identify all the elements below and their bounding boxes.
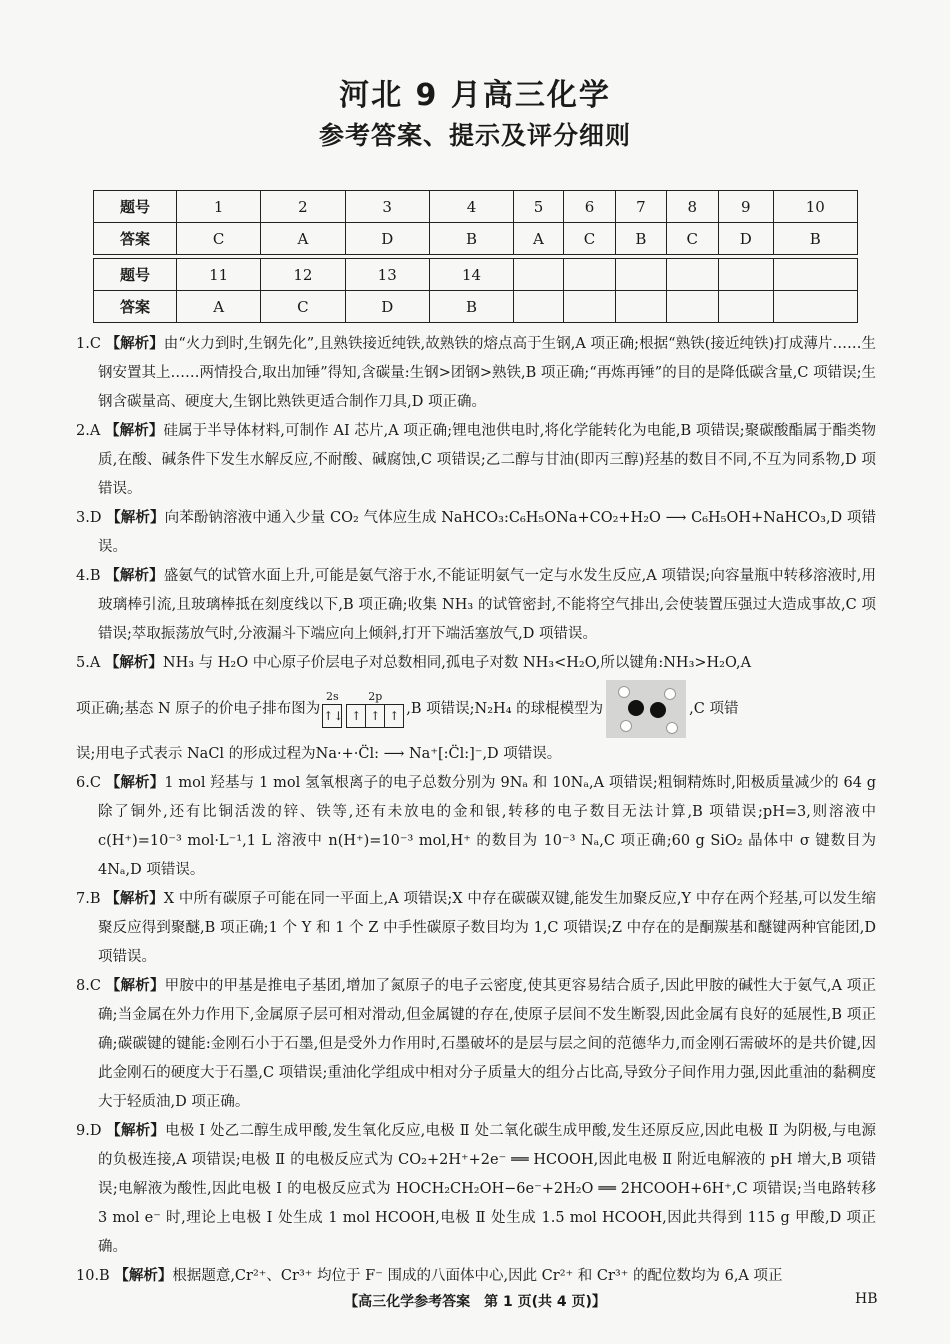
analysis-tag: 【解析】 <box>104 655 163 671</box>
orbital-box: ↑ <box>347 705 366 727</box>
answer-cell <box>773 291 857 323</box>
row-label-number: 题号 <box>94 191 177 223</box>
answer-cell: C <box>563 223 615 255</box>
orbital-label: 2p <box>368 690 383 703</box>
question-number: 8 <box>666 191 718 223</box>
table-row <box>94 259 858 291</box>
question-number <box>616 259 666 291</box>
analysis-tag: 【解析】 <box>105 775 165 791</box>
analysis-tag: 【解析】 <box>106 1123 166 1139</box>
item-text: 向苯酚钠溶液中通入少量 CO₂ 气体应生成 NaHCO₃:C₆H₅ONa+CO₂+H₂O ⟶ C₆H₅OH+NaHCO₃,D 项错误。 <box>98 510 876 555</box>
answer-item-3 <box>76 504 876 562</box>
question-number <box>514 259 564 291</box>
atom-n <box>628 700 644 716</box>
question-number: 9 <box>718 191 773 223</box>
item-text: 电极 Ⅰ 处乙二醇生成甲酸,发生氧化反应,电极 Ⅱ 处二氧化碳生成甲酸,发生还原反应,因此电极 Ⅱ 为阴极,与电源的负极连接,A 项错误;电极 Ⅱ 的电极反应式为 CO₂+2H⁺+2e⁻ ══ HCOOH,因此电极 Ⅱ 附近电解液的 pH 增大,B 项错误;电解液为酸性,因此电极 Ⅰ 的电极反应式为 HOCH₂CH₂OH−6e⁻+2H₂O ══ 2HCOOH+6H⁺,C 项错误;当电路转移 3 mol e⁻ 时,理论上电极 Ⅰ 处生成 1 mol HCOOH,电极 Ⅱ 处生成 1.5 mol HCOOH,因此共得到 115 g 甲酸,D 项正确。 <box>98 1123 877 1255</box>
table-row <box>94 291 858 323</box>
row-label-answer: 答案 <box>94 291 177 323</box>
row-label-answer: 答案 <box>94 223 177 255</box>
table-row <box>94 223 858 255</box>
answer-cell: A <box>261 223 345 255</box>
item-text: 硅属于半导体材料,可制作 AI 芯片,A 项正确;锂电池供电时,将化学能转化为电能,B 项错误;聚碳酸酯属于酯类物质,在酸、碱条件下发生水解反应,不耐酸、碱腐蚀,C 项错误;乙二醇与甘油(即丙三醇)羟基的数目不同,不互为同系物,D 项错误。 <box>98 423 877 497</box>
answer-item-9 <box>76 1117 876 1262</box>
analysis-tag: 【解析】 <box>105 423 164 439</box>
orbital-boxes <box>346 704 404 728</box>
orbital-2s <box>322 690 342 728</box>
table-row <box>94 191 858 223</box>
answer-cell <box>666 291 718 323</box>
orbital-boxes <box>322 704 342 728</box>
answer-cell: D <box>718 223 773 255</box>
item-number: 6.C <box>76 775 101 791</box>
answer-cell: D <box>345 223 429 255</box>
analysis-tag: 【解析】 <box>114 1268 173 1284</box>
item-text: 1 mol 羟基与 1 mol 氢氧根离子的电子总数分别为 9Nₐ 和 10Nₐ,A 项错误;粗铜精炼时,阳极质量减少的 64 g 除了铜外,还有比铜活泼的锌、铁等,还有未放电的金和银,转移的电子数目无法计算,B 项错误;pH=3,则溶液中 c(H⁺)=10⁻³ mol·L⁻¹,1 L 溶液中 n(H⁺)=10⁻³ mol,H⁺ 的数目为 10⁻³ Nₐ,C 项正确;60 g SiO₂ 晶体中 σ 键数目为 4Nₐ,D 项错误。 <box>98 775 876 878</box>
answer-item-7 <box>76 885 876 972</box>
answer-cell: D <box>345 291 429 323</box>
page-title: 河北 9 月高三化学 <box>339 78 611 113</box>
ball-and-stick-model-image <box>606 680 686 738</box>
atom-h <box>618 686 630 698</box>
atom-n <box>650 702 666 718</box>
answer-item-6 <box>76 769 876 885</box>
answer-cell <box>616 291 666 323</box>
item-text: 根据题意,Cr²⁺、Cr³⁺ 均位于 F⁻ 围成的八面体中心,因此 Cr²⁺ 和 Cr³⁺ 的配位数均为 6,A 项正 <box>172 1268 783 1284</box>
item-number: 4.B <box>76 568 101 584</box>
answer-cell: A <box>177 291 261 323</box>
item-number: 2.A <box>76 423 101 439</box>
question-number <box>718 259 773 291</box>
item-text: 误;用电子式表示 NaCl 的形成过程为Na·+·C̈l: ⟶ Na⁺[:C̈l:]⁻,D 项错误。 <box>76 746 562 762</box>
item-text: X 中所有碳原子可能在同一平面上,A 项错误;X 中存在碳碳双键,能发生加聚反应,Y 中存在两个羟基,可以发生缩聚反应得到聚醚,B 项正确;1 个 Y 和 1 个 Z 中手性碳原子数目均为 1,C 项错误;Z 中存在的是酮羰基和醚键两种官能团,D 项错误。 <box>98 891 877 965</box>
atom-h <box>664 688 676 700</box>
orbital-box: ↑↓ <box>323 709 344 723</box>
answer-cell <box>563 291 615 323</box>
answer-cell <box>514 291 564 323</box>
question-number <box>773 259 857 291</box>
analysis-tag: 【解析】 <box>105 978 165 994</box>
orbital-box: ↑ <box>389 709 400 723</box>
question-number: 14 <box>429 259 513 291</box>
answer-cell: C <box>261 291 345 323</box>
atom-h <box>666 722 678 734</box>
item-text: 盛氨气的试管水面上升,可能是氨气溶于水,不能证明氨气一定与水发生反应,A 项错误;向容量瓶中转移溶液时,用玻璃棒引流,且玻璃棒抵在刻度线以下,B 项正确;收集 NH₃ 的试管密封,不能将空气排出,会使装置压强过大造成事故,C 项错误;萃取振荡放气时,分液漏斗下端应向上倾斜,打开下端活塞放气,D 项错误。 <box>98 568 876 642</box>
answer-cell: C <box>177 223 261 255</box>
row-label-number: 题号 <box>94 259 177 291</box>
answer-item-1 <box>76 330 876 417</box>
analysis-tag: 【解析】 <box>105 568 164 584</box>
analysis-body <box>76 330 876 1291</box>
question-number <box>666 259 718 291</box>
item-number: 7.B <box>76 891 101 907</box>
item-number: 3.D <box>76 510 102 526</box>
answer-cell: C <box>666 223 718 255</box>
answer-table <box>93 190 858 323</box>
answer-cell: B <box>773 223 857 255</box>
analysis-tag: 【解析】 <box>105 336 164 352</box>
item-text: 由“火力到时,生钢先化”,且熟铁接近纯铁,故熟铁的熔点高于生钢,A 项正确;根据“熟铁(接近纯铁)打成薄片……生钢安置其上……两情投合,取出加锤”得知,含碳量:生钢>团钢>熟铁,B 项正确;“再炼再锤”的目的是降低碳含量,C 项错误;生钢含碳量高、硬度大,生钢比熟铁更适合制作刀具,D 项正确。 <box>98 336 877 410</box>
question-number: 4 <box>429 191 513 223</box>
item-text: 项正确;基态 N 原子的价电子排布图为 <box>76 700 321 717</box>
answer-item-5 <box>76 649 876 678</box>
item-number: 5.A <box>76 655 101 671</box>
orbital-diagram-line <box>76 678 876 740</box>
orbital-box: ↑ <box>366 705 385 727</box>
question-number: 3 <box>345 191 429 223</box>
page-footer: 【高三化学参考答案 第 1 页(共 4 页)】 <box>344 1294 606 1310</box>
item-number: 9.D <box>76 1123 102 1139</box>
answer-item-10 <box>76 1262 876 1291</box>
atom-h <box>620 720 632 732</box>
item-text: 甲胺中的甲基是推电子基团,增加了氮原子的电子云密度,使其更容易结合质子,因此甲胺的碱性大于氨气,A 项正确;当金属在外力作用下,金属原子层可相对滑动,但金属键的存在,使原子层间不发生断裂,因此金属有良好的延展性,B 项正确;碳碳键的键能:金刚石小于石墨,但是受外力作用时,石墨破坏的是层与层之间的范德华力,而金刚石需破坏的是共价键,因此金刚石的硬度大于石墨,C 项错误;重油化学组成中相对分子质量大的组分占比高,导致分子间作用力强,因此重油的黏稠度大于轻质油,D 项正确。 <box>98 978 877 1110</box>
analysis-tag: 【解析】 <box>106 510 165 526</box>
question-number: 7 <box>616 191 666 223</box>
item-text: ,C 项错 <box>689 700 739 717</box>
question-number: 6 <box>563 191 615 223</box>
footer-code: HB <box>855 1291 878 1307</box>
question-number: 5 <box>514 191 564 223</box>
answer-cell: A <box>514 223 564 255</box>
answer-item-2 <box>76 417 876 504</box>
question-number: 2 <box>261 191 345 223</box>
item-continuation <box>76 740 876 769</box>
item-number: 1.C <box>76 336 101 352</box>
item-number: 10.B <box>76 1268 110 1284</box>
question-number: 10 <box>773 191 857 223</box>
question-number: 12 <box>261 259 345 291</box>
answer-cell: B <box>616 223 666 255</box>
orbital-2p <box>346 690 404 728</box>
answer-cell: B <box>429 223 513 255</box>
answer-item-8 <box>76 972 876 1117</box>
item-text: ,B 项错误;N₂H₄ 的球棍模型为 <box>406 700 604 717</box>
answer-cell: B <box>429 291 513 323</box>
item-number: 8.C <box>76 978 101 994</box>
orbital-label: 2s <box>325 690 339 703</box>
analysis-tag: 【解析】 <box>105 891 164 907</box>
question-number: 13 <box>345 259 429 291</box>
answer-cell <box>718 291 773 323</box>
question-number: 11 <box>177 259 261 291</box>
question-number: 1 <box>177 191 261 223</box>
answer-item-4 <box>76 562 876 649</box>
item-text: NH₃ 与 H₂O 中心原子价层电子对总数相同,孤电子对数 NH₃<H₂O,所以键角:NH₃>H₂O,A <box>162 655 752 671</box>
question-number <box>563 259 615 291</box>
page-subtitle: 参考答案、提示及评分细则 <box>318 121 631 150</box>
